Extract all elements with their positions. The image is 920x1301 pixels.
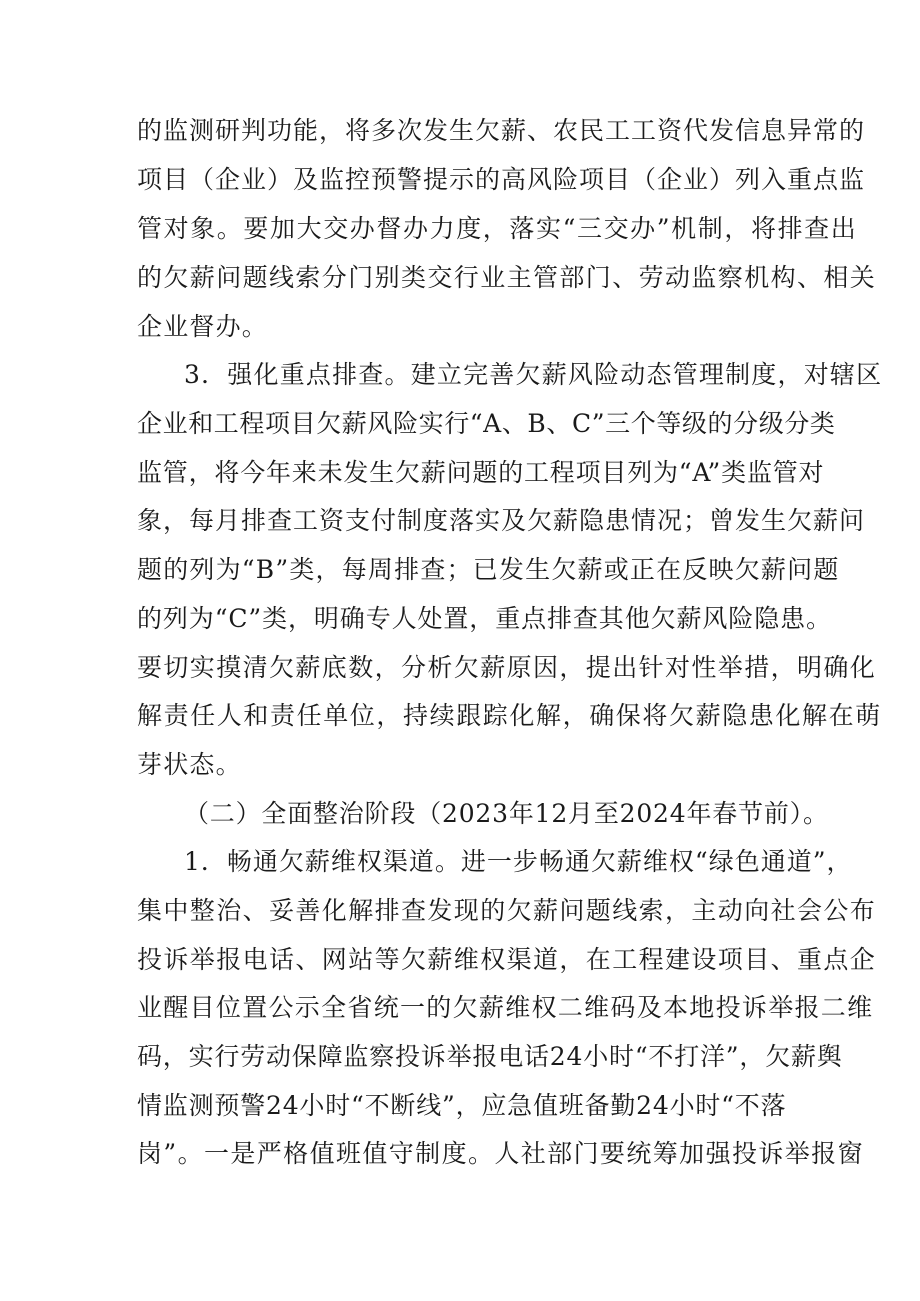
body-text-line: 项目（企业）及监控预警提示的高风险项目（企业）列入重点监 [137, 165, 866, 194]
body-text-line: 业醒目位置公示全省统一的欠薪维权二维码及本地投诉举报二维 [137, 993, 874, 1022]
body-text-line: 码，实行劳动保障监察投诉举报电话24小时“不打洋”，欠薪舆 [137, 1042, 843, 1071]
body-text-line: 监管，将今年来未发生欠薪问题的工程项目列为“A”类监管对 [137, 458, 825, 487]
body-text-line: 题的列为“B”类，每周排查；已发生欠薪或正在反映欠薪问题 [137, 555, 840, 584]
paragraph-start-line: 1．畅通欠薪维权渠道。进一步畅通欠薪维权“绿色通道”， [184, 847, 853, 876]
body-text-line: 解责任人和责任单位，持续跟踪化解，确保将欠薪隐患化解在萌 [137, 701, 882, 730]
body-text-line: 投诉举报电话、网站等欠薪维权渠道，在工程建设项目、重点企 [137, 945, 877, 974]
body-text-line: 企业和工程项目欠薪风险实行“A、B、C”三个等级的分级分类 [137, 409, 836, 438]
body-text-line: 的欠薪问题线索分门别类交行业主管部门、劳动监察机构、相关 [137, 263, 877, 292]
body-text-line: 管对象。要加大交办督办力度，落实“三交办”机制，将排查出 [137, 214, 858, 243]
body-text-line: 集中整治、妥善化解排查发现的欠薪问题线索，主动向社会公布 [137, 896, 877, 925]
body-text-line: 芽状态。 [137, 750, 242, 779]
body-text-line: 企业督办。 [137, 312, 269, 341]
body-text-line: 情监测预警24小时“不断线”，应急值班备勤24小时“不落 [137, 1091, 787, 1120]
paragraph-start-line: 3．强化重点排查。建立完善欠薪风险动态管理制度，对辖区 [184, 360, 883, 389]
section-heading: （二）全面整治阶段（2023年12月至2024年春节前）。 [184, 799, 829, 828]
body-text-line: 岗”。一是严格值班值守制度。人社部门要统筹加强投诉举报窗 [137, 1139, 864, 1168]
body-text-line: 的监测研判功能，将多次发生欠薪、农民工工资代发信息异常的 [137, 116, 866, 145]
body-text-line: 的列为“C”类，明确专人处置，重点排查其他欠薪风险隐患。 [137, 604, 832, 633]
body-text-line: 要切实摸清欠薪底数，分析欠薪原因，提出针对性举措，明确化 [137, 653, 877, 682]
body-text-line: 象，每月排查工资支付制度落实及欠薪隐患情况；曾发生欠薪问 [137, 506, 866, 535]
